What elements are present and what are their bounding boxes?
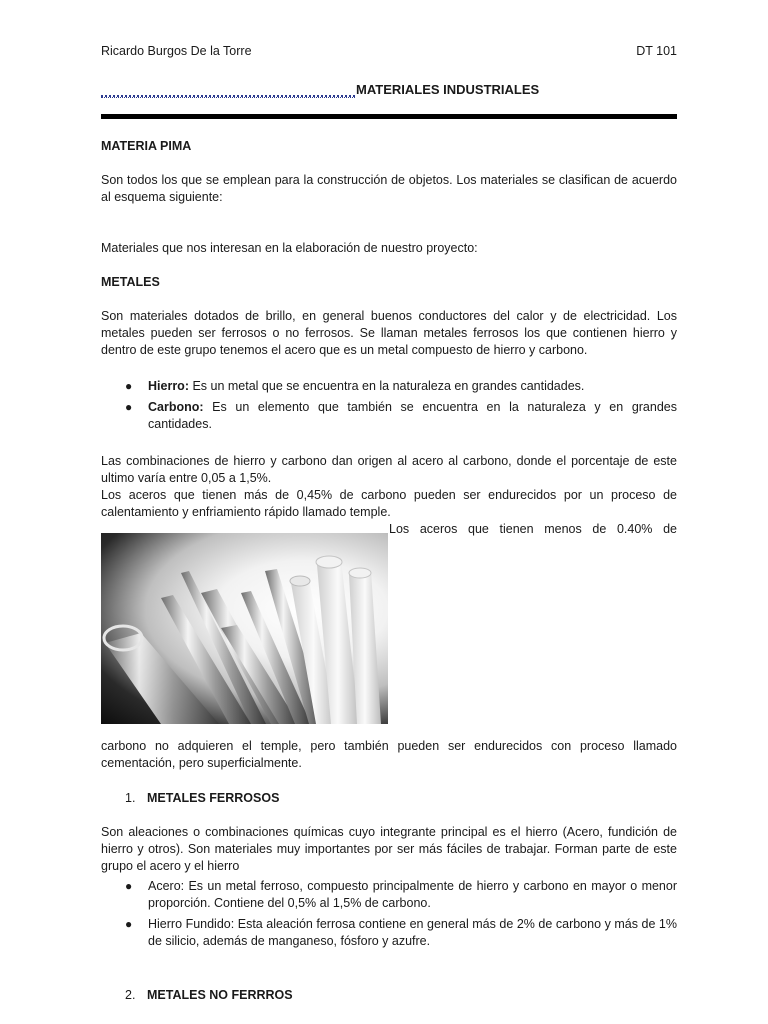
page-header	[101, 43, 677, 60]
document-title: MATERIALES INDUSTRIALES	[356, 82, 540, 97]
heading-text: METALES NO FERRROS	[147, 988, 293, 1002]
section-heading-metales: METALES	[101, 275, 160, 289]
section-heading-metales-no-ferrosos	[125, 987, 293, 1004]
bullet-text: Acero: Es un metal ferroso, compuesto principalmente de hierro y carbono en mayor o menor proporción. Contiene del 0,5% al 1,5% de carbono.	[148, 879, 677, 910]
bullet-icon: ●	[125, 917, 133, 931]
dotted-leader	[101, 95, 355, 98]
combinaciones-paragraph: Las combinaciones de hierro y carbono dan origen al acero al carbono, donde el porcentaje de este ultimo varía entre 0,05 a 1,5%.	[101, 454, 677, 485]
bullet-icon: ●	[125, 400, 133, 414]
author-name: Ricardo Burgos De la Torre	[101, 44, 252, 58]
bullet-term: Carbono:	[148, 400, 204, 414]
metales-paragraph: Son materiales dotados de brillo, en general buenos conductores del calor y de electricidad. Los metales pueden ser ferrosos o no ferrosos. Se llaman metales ferrosos los que contienen hierro y dentro de este grupo tenemos el acero que es un metal compuesto de hierro y carbono.	[101, 309, 677, 357]
bullet-text: Es un elemento que también se encuentra en la naturaleza y en grandes cantidades.	[148, 400, 677, 431]
interest-paragraph: Materiales que nos interesan en la elaboración de nuestro proyecto:	[101, 241, 478, 255]
heading-text: METALES FERROSOS	[147, 791, 280, 805]
bullet-text: Hierro Fundido: Esta aleación ferrosa contiene en general más de 2% de carbono y más de 1% de silicio, además de manganeso, fósforo y azufre.	[148, 917, 677, 948]
bullet-term: Hierro:	[148, 379, 189, 393]
section-heading-materia-prima: MATERIA PIMA	[101, 139, 192, 153]
list-item	[101, 878, 677, 912]
aceros-mas-paragraph: Los aceros que tienen más de 0,45% de carbono pueden ser endurecidos por un proceso de calentamiento y enfriamiento rápido llamado temple.	[101, 488, 677, 519]
title-row	[101, 81, 677, 101]
list-number: 2.	[125, 988, 136, 1002]
materia-prima-paragraph: Son todos los que se emplean para la construcción de objetos. Los materiales se clasifican de acuerdo al esquema siguiente:	[101, 173, 677, 204]
tube-group	[104, 556, 381, 724]
metales-bullet-list	[101, 378, 677, 437]
metal-tubes-image	[101, 533, 388, 724]
list-item	[101, 378, 677, 395]
list-item	[101, 916, 677, 950]
bullet-icon: ●	[125, 379, 133, 393]
document-code: DT 101	[636, 44, 677, 58]
aceros-menos-start: Los aceros que tienen menos de 0.40% de	[389, 522, 677, 536]
aceros-menos-end: carbono no adquieren el temple, pero también pueden ser endurecidos con proceso llamado cementación, pero superficialmente.	[101, 739, 677, 770]
ferrosos-paragraph: Son aleaciones o combinaciones químicas cuyo integrante principal es el hierro (Acero, fundición de hierro y otros). Son materiales muy importantes por ser más fáciles de trabajar. Forman parte de este grupo el acero y el hierro	[101, 825, 677, 873]
ferrosos-bullet-list	[101, 878, 677, 954]
bullet-icon: ●	[125, 879, 133, 893]
section-heading-metales-ferrosos	[125, 790, 279, 807]
list-item	[101, 399, 677, 433]
bullet-text: Es un metal que se encuentra en la naturaleza en grandes cantidades.	[188, 379, 585, 393]
list-number: 1.	[125, 791, 136, 805]
title-rule	[101, 114, 677, 119]
